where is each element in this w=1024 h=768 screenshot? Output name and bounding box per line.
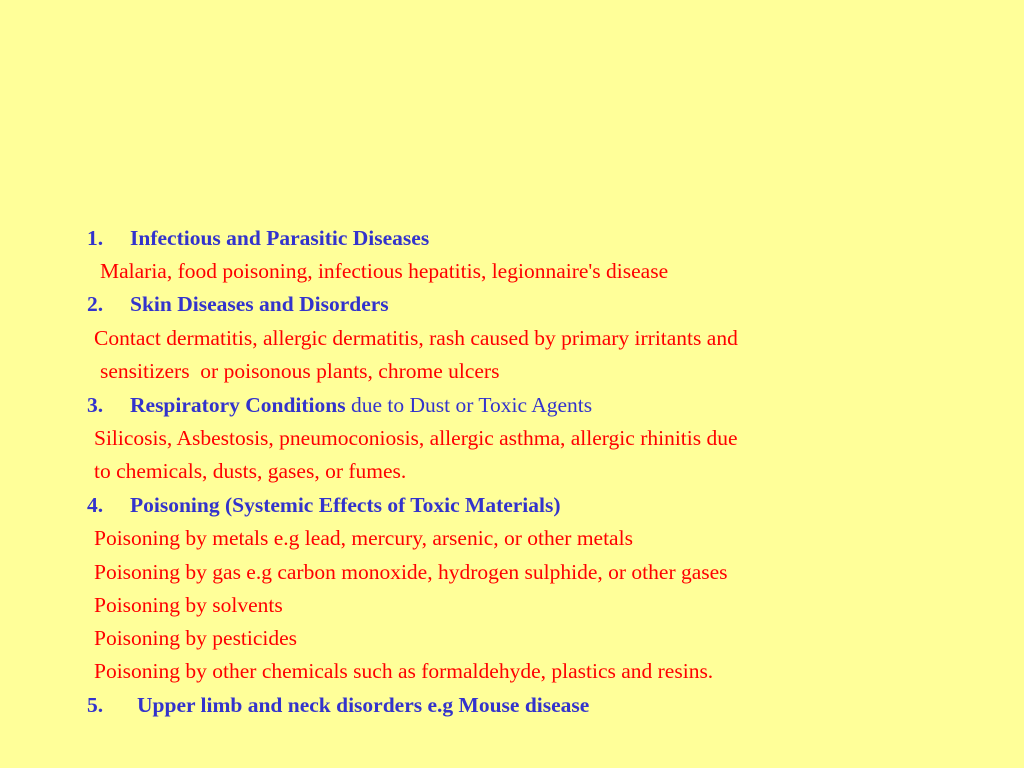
section-3-line: to chemicals, dusts, gases, or fumes. — [94, 459, 407, 483]
section-3-line: Silicosis, Asbestosis, pneumoconiosis, allergic asthma, allergic rhinitis due — [94, 426, 738, 450]
section-2-line: sensitizers or poisonous plants, chrome ulcers — [100, 359, 500, 383]
section-number: 1. — [87, 226, 104, 250]
section-number: 2. — [87, 292, 104, 316]
section-title: Respiratory Conditions — [130, 393, 346, 417]
section-2-heading — [87, 290, 389, 318]
section-title: Poisoning (Systemic Effects of Toxic Materials) — [130, 493, 561, 517]
section-4-line: Poisoning by metals e.g lead, mercury, arsenic, or other metals — [94, 526, 633, 550]
section-title: Skin Diseases and Disorders — [130, 292, 389, 316]
section-number: 3. — [87, 393, 104, 417]
section-number: 5. — [87, 693, 104, 717]
section-4-line: Poisoning by other chemicals such as formaldehyde, plastics and resins. — [94, 659, 714, 683]
section-2-line: Contact dermatitis, allergic dermatitis, rash caused by primary irritants and — [94, 326, 738, 350]
section-3-heading — [87, 391, 592, 419]
section-4-line: Poisoning by gas e.g carbon monoxide, hydrogen sulphide, or other gases — [94, 560, 728, 584]
section-4-line: Poisoning by pesticides — [94, 626, 298, 650]
section-title: Infectious and Parasitic Diseases — [130, 226, 430, 250]
section-5-heading — [87, 691, 589, 719]
section-4-line: Poisoning by solvents — [94, 593, 283, 617]
section-1-line: Malaria, food poisoning, infectious hepatitis, legionnaire's disease — [100, 259, 669, 283]
section-number: 4. — [87, 493, 104, 517]
section-4-heading — [87, 491, 561, 519]
section-title-suffix: due to Dust or Toxic Agents — [345, 393, 593, 417]
section-1-heading — [87, 224, 429, 252]
section-title: Upper limb and neck disorders e.g Mouse disease — [137, 693, 590, 717]
